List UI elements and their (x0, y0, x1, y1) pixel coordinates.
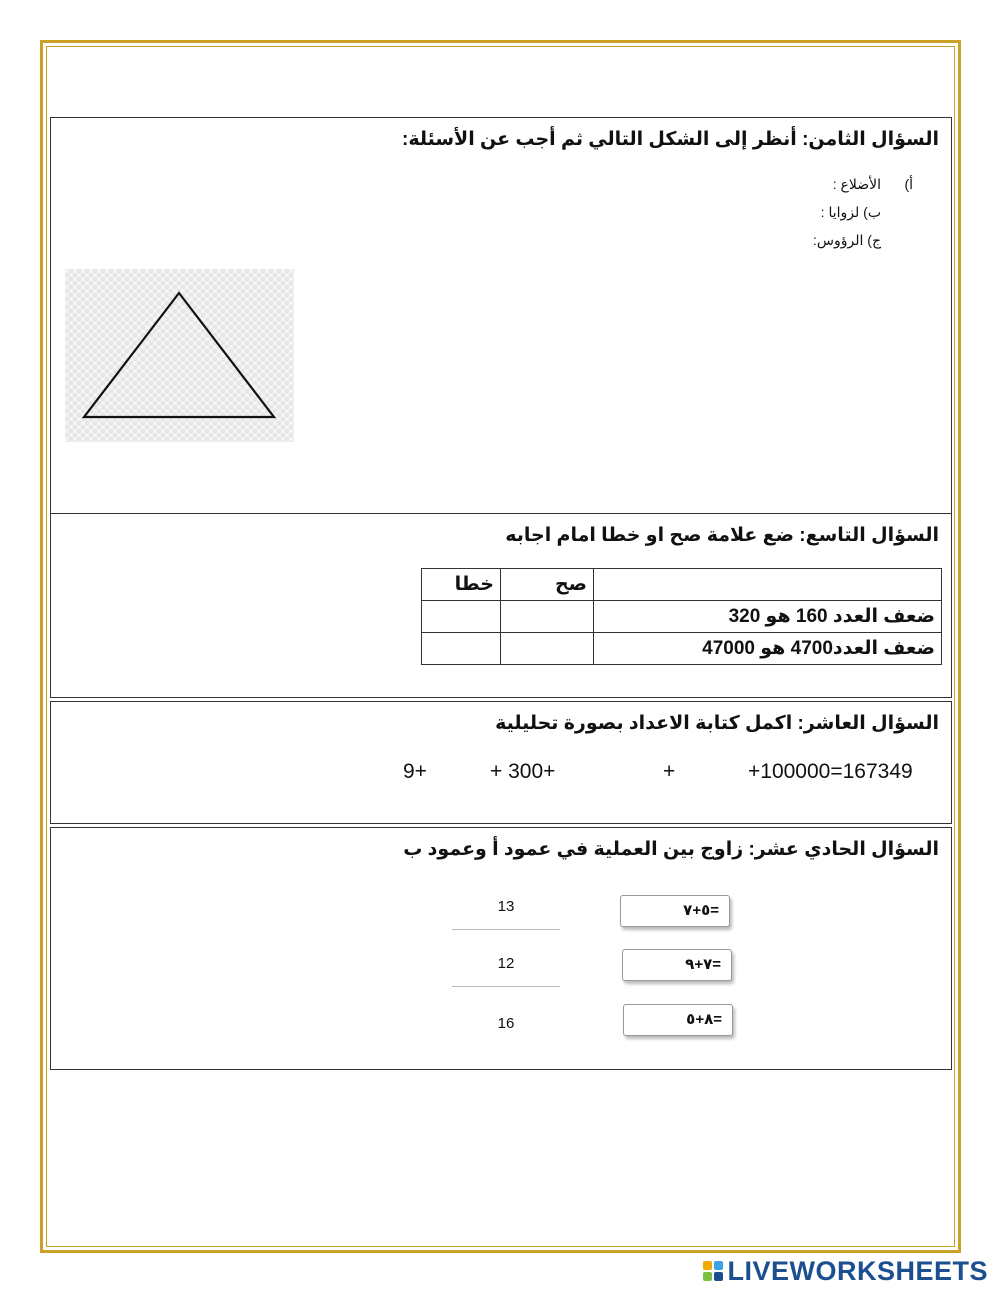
q8-item-b (821, 204, 881, 221)
q8-item-b-marker: ب) (863, 204, 881, 220)
table-row (422, 633, 942, 665)
q8-item-a-marker: أ) (904, 176, 913, 192)
header-correct: صح (501, 569, 594, 601)
logo-text: LIVEWORKSHEETS (727, 1255, 988, 1286)
operation-box-3[interactable]: =٨+٥ (623, 1004, 733, 1036)
header-statement (594, 569, 942, 601)
correct-answer-cell[interactable] (501, 633, 594, 665)
wrong-answer-cell[interactable] (422, 601, 501, 633)
operation-box-2[interactable]: =٧+٩ (622, 949, 732, 981)
triangle-figure (65, 269, 294, 442)
equation-part-2: + 300+ (490, 760, 556, 783)
header-wrong: خطا (422, 569, 501, 601)
liveworksheets-logo (703, 1256, 988, 1286)
table-header-row (422, 569, 942, 601)
answer-box-3[interactable]: 16 (497, 1015, 515, 1032)
question-11-title: السؤال الحادي عشر: زاوج بين العملية في عمود أ وعمود ب (403, 839, 939, 860)
answer-box-2[interactable]: 12 (452, 942, 560, 987)
question-10-section (50, 701, 952, 824)
statement-cell: ضعف العدد4700 هو 47000 (594, 633, 942, 665)
q8-item-c (813, 232, 881, 249)
q8-item-c-marker: ج) (867, 232, 881, 248)
question-10-title: السؤال العاشر: اكمل كتابة الاعداد بصورة تحليلية (495, 713, 939, 734)
question-8-title: السؤال الثامن: أنظر إلى الشكل التالي ثم أجب عن الأسئلة: (402, 129, 939, 150)
statement-cell: ضعف العدد 160 هو 320 (594, 601, 942, 633)
true-false-table (421, 568, 942, 665)
answer-box-1[interactable]: 13 (452, 885, 560, 930)
table-row (422, 601, 942, 633)
question-9-section (50, 513, 952, 698)
equation-part-4: +100000=167349 (748, 760, 913, 783)
wrong-answer-cell[interactable] (422, 633, 501, 665)
question-11-section (50, 827, 952, 1070)
correct-answer-cell[interactable] (501, 601, 594, 633)
equation-part-1: 9+ (403, 760, 427, 783)
triangle-shape (65, 269, 294, 442)
q8-item-b-label: لزوايا : (820, 204, 860, 220)
q8-item-a-label: الأضلاع : (832, 176, 881, 192)
question-9-title: السؤال التاسع: ضع علامة صح او خطا امام اجابه (505, 525, 939, 546)
operation-box-1[interactable]: =٥+٧ (620, 895, 730, 927)
equation-part-3: + (663, 760, 676, 783)
logo-icon (703, 1261, 723, 1281)
question-8-section (50, 117, 952, 514)
q8-item-c-label: الرؤوس: (813, 232, 864, 248)
